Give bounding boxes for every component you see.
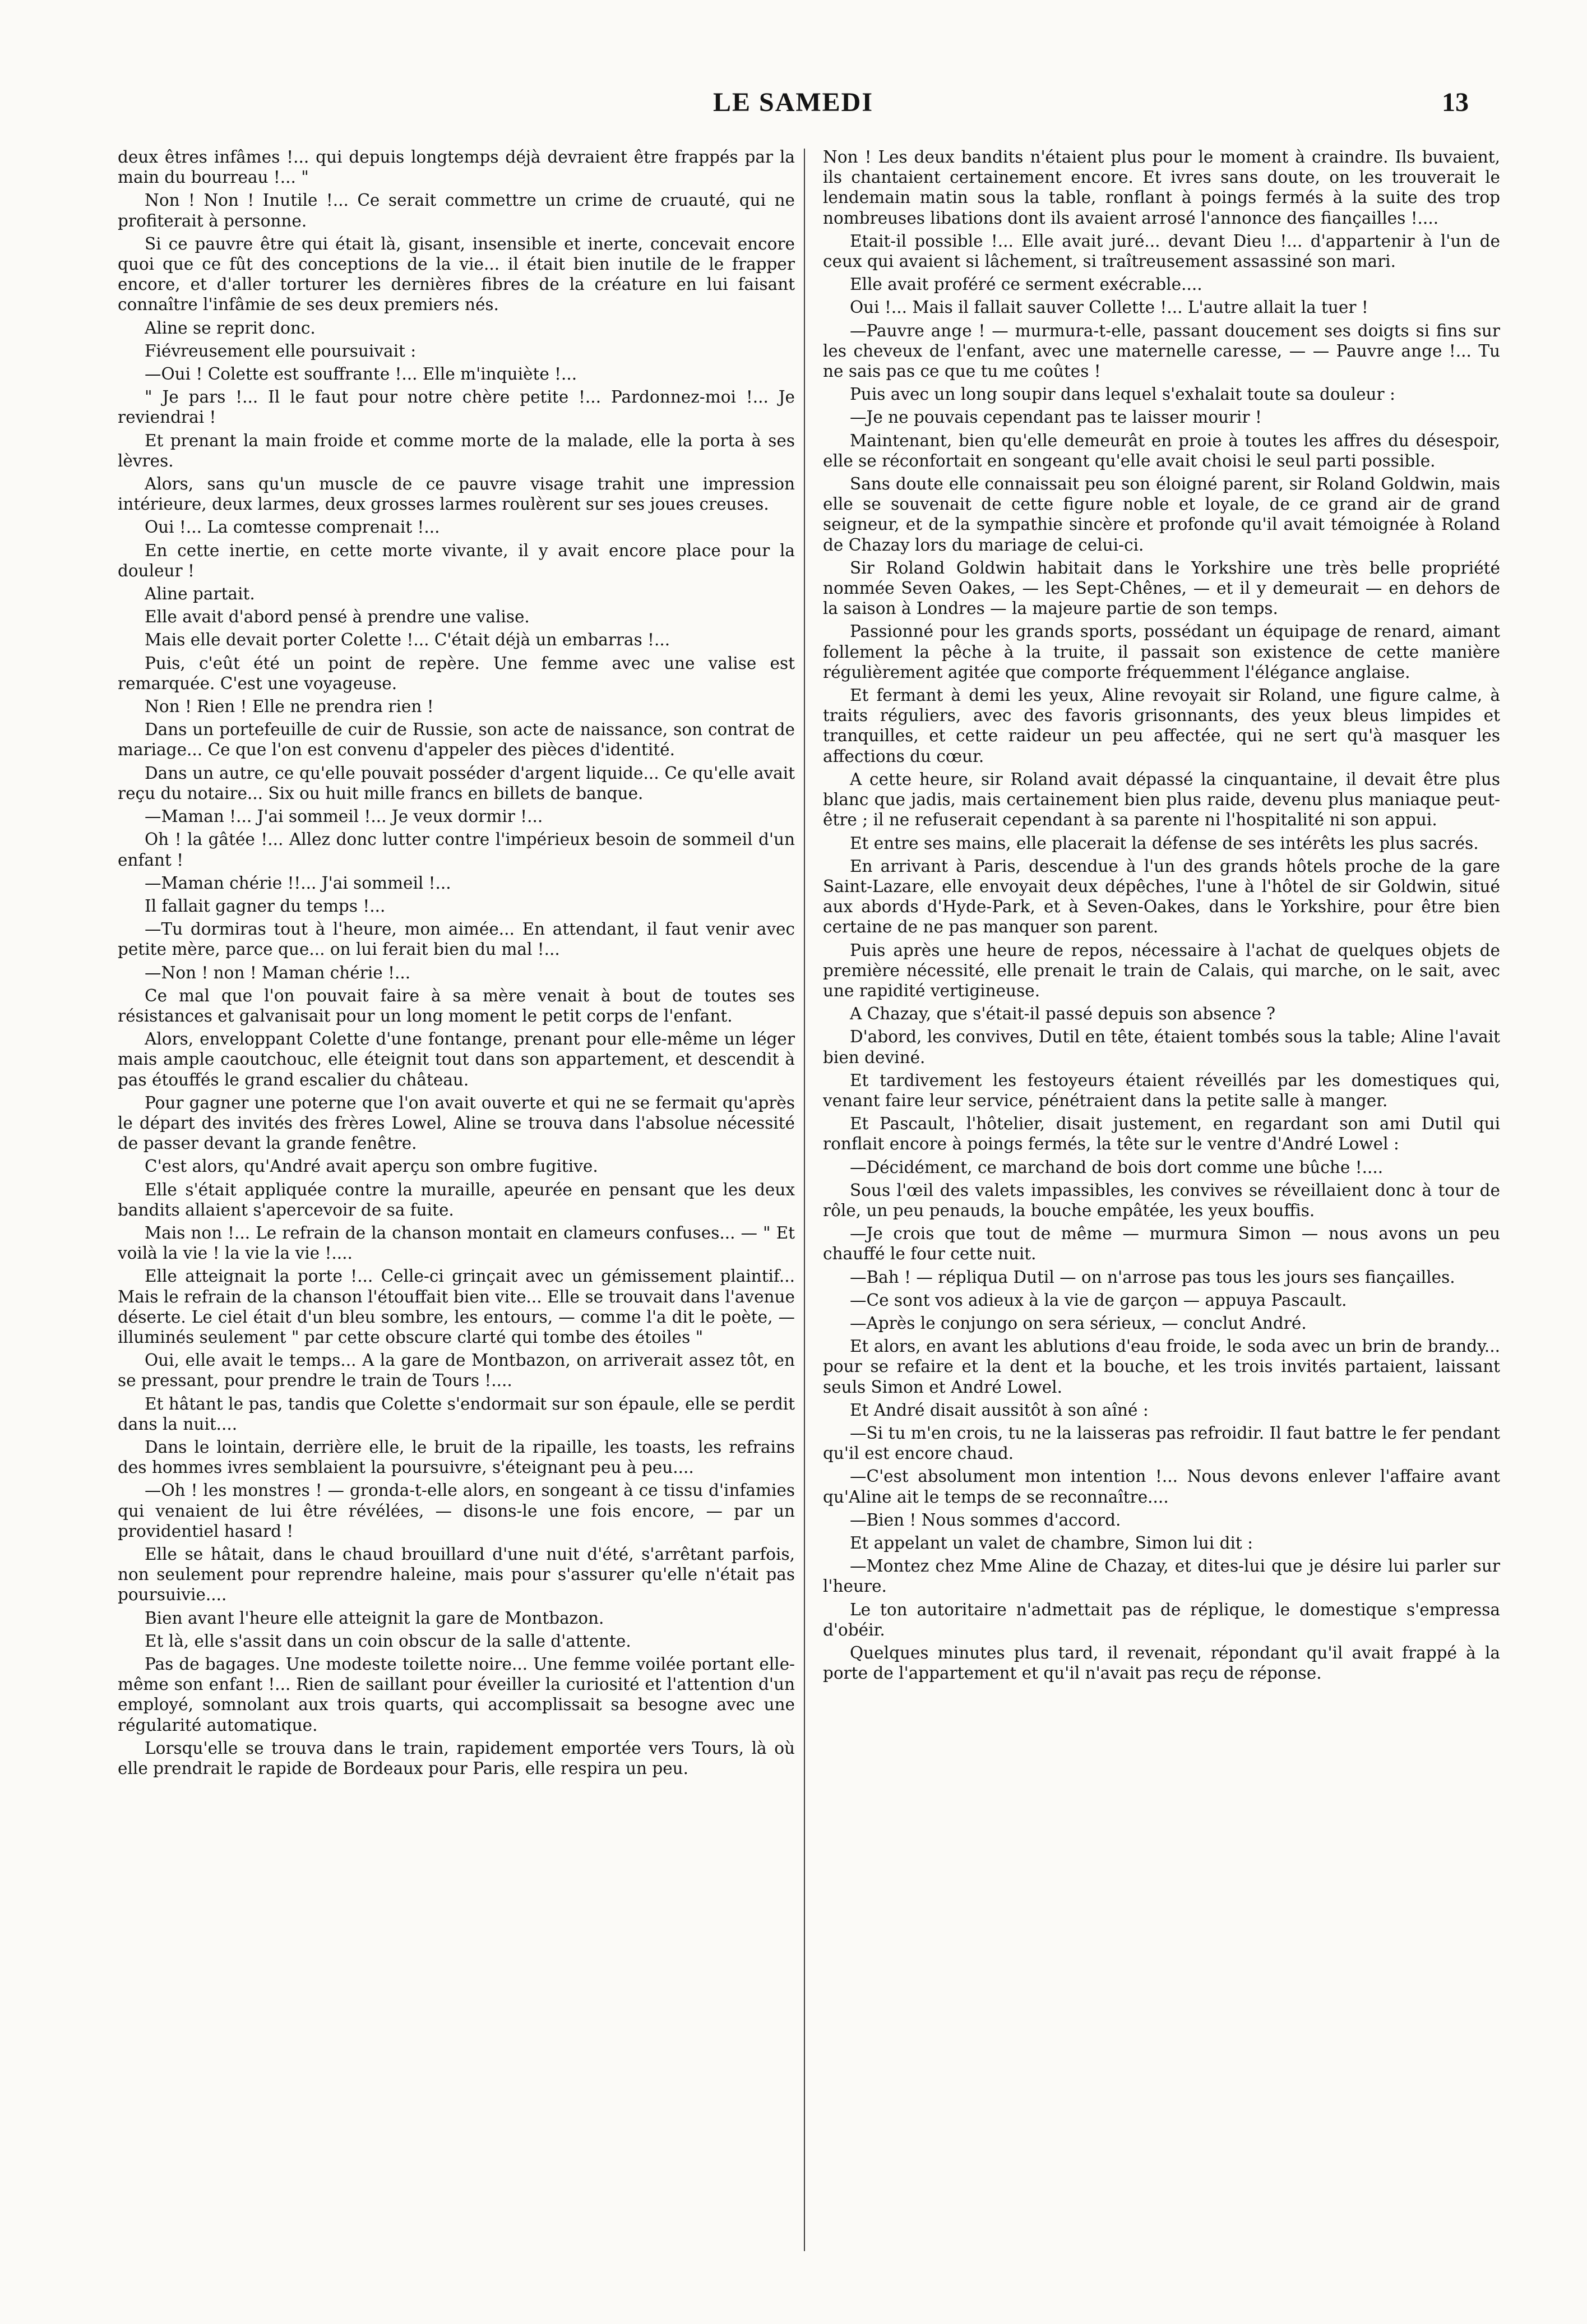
paragraph: Bien avant l'heure elle atteignit la gare de Montbazon. [145,1608,604,1628]
paragraph: Alors, sans qu'un muscle de ce pauvre visage trahit une impression intérieure, deux larmes, deux grosses larmes roulèrent sur ses joues creuses. [118,474,795,514]
paragraph: Oui, elle avait le temps... A la gare de Montbazon, on arriverait assez tôt, en se pressant, pour prendre le train de Tours !.... [118,1351,795,1390]
left-text-column [118,147,795,2255]
paragraph: —C'est absolument mon intention !... Nous devons enlever l'affaire avant qu'Aline ait le temps de se reconnaître.... [823,1467,1500,1507]
paragraph: Elle atteignait la porte !... Celle-ci grinçait avec un gémissement plaintif... Mais le refrain de la chanson l'étouffait bien vite... Elle se trouvait dans l'avenue déserte. Le ciel était d'un bleu sombre, les entours, — comme l'a dit le poète, — illuminés seulement " par cette obscure clarté qui tombe des étoiles " [118,1267,795,1347]
paragraph: Le ton autoritaire n'admettait pas de réplique, le domestique s'empressa d'obéir. [823,1600,1500,1639]
paragraph: Puis avec un long soupir dans lequel s'exhalait toute sa douleur : [850,385,1395,404]
paragraph: Il fallait gagner du temps !... [145,896,386,916]
paragraph: Sir Roland Goldwin habitait dans le Yorkshire une très belle propriété nommée Seven Oakes, — les Sept-Chênes, — et il y demeurait — en dehors de la saison à Londres — la majeure partie de son temps. [823,558,1500,618]
paragraph: Pas de bagages. Une modeste toilette noire... Une femme voilée portant elle-même son enfant !... Rien de saillant pour éveiller la curiosité et l'attention d'un employé, somnolant aux trois quarts, qui accomplissait sa besogne avec une régularité automatique. [118,1655,795,1735]
paragraph: —Bah ! — répliqua Dutil — on n'arrose pas tous les jours ses fiançailles. [850,1267,1455,1287]
paragraph: Et Pascault, l'hôtelier, disait justement, en regardant son ami Dutil qui ronflait encore à poings fermés, la tête sur le ventre d'André Lowel : [823,1114,1500,1154]
paragraph: —Oh ! les monstres ! — gronda-t-elle alors, en songeant à ce tissu d'infamies qui venaient de lui être révélées, — disons-le une fois encore, — par un providentiel hasard ! [118,1481,795,1541]
paragraph: Elle avait d'abord pensé à prendre une valise. [145,607,530,627]
paragraph: Alors, enveloppant Colette d'une fontange, prenant pour elle-même un léger mais ample caoutchouc, elle éteignit tout dans son appartement, et descendit à pas étouffés le grand escalier du château. [118,1029,795,1089]
paragraph: —Décidément, ce marchand de bois dort comme une bûche !.... [850,1157,1384,1177]
paragraph: —Oui ! Colette est souffrante !... Elle m'inquiète !... [145,364,577,384]
paragraph: C'est alors, qu'André avait aperçu son ombre fugitive. [145,1157,598,1176]
paragraph: Fiévreusement elle poursuivait : [145,341,417,361]
paragraph: Sans doute elle connaissait peu son éloigné parent, sir Roland Goldwin, mais elle se souvenait de cette figure noble et loyale, de ce grand air de grand seigneur, et de la sympathie sincère et profonde qu'il avait témoignée à Roland de Chazay lors du mariage de celui-ci. [823,474,1500,555]
publication-title: LE SAMEDI [712,87,874,117]
paragraph: —Tu dormiras tout à l'heure, mon aimée... En attendant, il faut venir avec petite mère, parce que... on lui ferait bien du mal !... [118,920,795,959]
paragraph: Pour gagner une poterne que l'on avait ouverte et qui ne se fermait qu'après le départ des invités des frères Lowel, Aline se trouva dans l'absolue nécessité de passer devant la grande fenêtre. [118,1093,795,1153]
page-header [118,87,1469,126]
paragraph: —Bien ! Nous sommes d'accord. [850,1510,1121,1530]
paragraph: —Pauvre ange ! — murmura-t-elle, passant doucement ses doigts si fins sur les cheveux de l'enfant, avec une maternelle caresse, — — Pauvre ange !... Tu ne sais pas ce que tu me coûtes ! [823,321,1500,381]
paragraph: Ce mal que l'on pouvait faire à sa mère venait à bout de toutes ses résistances et galvanisait pour un long moment le petit corps de l'enfant. [118,986,795,1025]
paragraph: Et là, elle s'assit dans un coin obscur de la salle d'attente. [145,1631,631,1651]
paragraph: Non ! Non ! Inutile !... Ce serait commettre un crime de cruauté, qui ne profiterait à personne. [118,191,795,230]
paragraph: Lorsqu'elle se trouva dans le train, rapidement emportée vers Tours, là où elle prendrait le rapide de Bordeaux pour Paris, elle respira un peu. [118,1738,795,1778]
paragraph: Si ce pauvre être qui était là, gisant, insensible et inerte, concevait encore quoi que ce fût des conceptions de la vie... il était bien inutile de le frapper encore, et d'aller torturer les dernières fibres de la créature en lui faisant connaître l'infâmie de ses deux premiers nés. [118,234,795,315]
page-number: 13 [1442,87,1469,117]
paragraph: Passionné pour les grands sports, possédant un équipage de renard, aimant follement la pêche à la truite, il passait son existence de cette manière régulièrement agitée que comporte fréquemment l'élégance anglaise. [823,622,1500,682]
paragraph: deux êtres infâmes !... qui depuis longtemps déjà devraient être frappés par la main du bourreau !... " [118,147,795,187]
paragraph: —Je crois que tout de même — murmura Simon — nous avons un peu chauffé le four cette nuit. [823,1224,1500,1264]
paragraph: Dans le lointain, derrière elle, le bruit de la ripaille, les toasts, les refrains des hommes ivres semblaient la poursuivre, s'éteignant peu à peu.... [118,1437,795,1477]
paragraph: Elle avait proféré ce serment exécrable.... [850,275,1202,294]
paragraph: Elle se hâtait, dans le chaud brouillard d'une nuit d'été, s'arrêtant parfois, non seulement pour reprendre haleine, mais pour s'assurer qu'elle n'était pas poursuivie.... [118,1545,795,1605]
paragraph: Oui !... Mais il fallait sauver Collette !... L'autre allait la tuer ! [850,298,1368,317]
paragraph: A cette heure, sir Roland avait dépassé la cinquantaine, il devait être plus blanc que jadis, mais certainement bien plus raide, devenu plus maniaque peut-être ; il ne refuserait cependant à sa parente ni l'hospitalité ni son appui. [823,769,1500,830]
paragraph: —Je ne pouvais cependant pas te laisser mourir ! [850,408,1262,427]
paragraph: Et hâtant le pas, tandis que Colette s'endormait sur son épaule, elle se perdit dans la nuit.... [118,1394,795,1434]
paragraph: Puis après une heure de repos, nécessaire à l'achat de quelques objets de première nécessité, elle prenait le train de Calais, qui marche, on le sait, avec une rapidité vertigineuse. [823,940,1500,1000]
paragraph: Et alors, en avant les ablutions d'eau froide, le soda avec un brin de brandy... pour se refaire et la dent et la bouche, et les trois invités partaient, laissant seuls Simon et André Lowel. [823,1337,1500,1397]
paragraph: D'abord, les convives, Dutil en tête, étaient tombés sous la table; Aline l'avait bien deviné. [823,1027,1500,1067]
paragraph: Oh ! la gâtée !... Allez donc lutter contre l'impérieux besoin de sommeil d'un enfant ! [118,830,795,870]
paragraph: —Maman !... J'ai sommeil !... Je veux dormir !... [145,807,543,826]
paragraph: Quelques minutes plus tard, il revenait, répondant qu'il avait frappé à la porte de l'appartement et qu'il n'avait pas reçu de réponse. [823,1643,1500,1683]
right-text-column [823,147,1500,2255]
paragraph: —Si tu m'en crois, tu ne la laisseras pas refroidir. Il faut battre le fer pendant qu'il est encore chaud. [823,1423,1500,1463]
column-divider [804,149,805,2251]
paragraph: Et André disait aussitôt à son aîné : [850,1400,1149,1420]
paragraph: Et appelant un valet de chambre, Simon lui dit : [850,1533,1253,1553]
paragraph: Dans un autre, ce qu'elle pouvait posséder d'argent liquide... Ce qu'elle avait reçu du notaire... Six ou huit mille francs en billets de banque. [118,763,795,803]
paragraph: Non ! Les deux bandits n'étaient plus pour le moment à craindre. Ils buvaient, ils chantaient certainement encore. Et ivres sans doute, on les trouverait le lendemain matin sous la table, ronflant à poings fermés à la suite des trop nombreuses libations dont ils avaient arrosé l'annonce des fiançailles !.... [823,147,1500,228]
paragraph: Et fermant à demi les yeux, Aline revoyait sir Roland, une figure calme, à traits réguliers, avec des favoris grisonnants, des yeux bleus limpides et tranquilles, et cette raideur un peu affectée, qui ne sert qu'à masquer les affections du cœur. [823,686,1500,766]
paragraph: —Ce sont vos adieux à la vie de garçon — appuya Pascault. [850,1290,1347,1310]
paragraph: —Montez chez Mme Aline de Chazay, et dites-lui que je désire lui parler sur l'heure. [823,1556,1500,1596]
paragraph: Non ! Rien ! Elle ne prendra rien ! [145,697,434,717]
paragraph: Etait-il possible !... Elle avait juré... devant Dieu !... d'appartenir à l'un de ceux qui avaient si lâchement, si traîtreusement assassiné son mari. [823,231,1500,271]
paragraph: En arrivant à Paris, descendue à l'un des grands hôtels proche de la gare Saint-Lazare, elle envoyait deux dépêches, l'une à l'hôtel de sir Goldwin, situé aux abords d'Hyde-Park, et à Seven-Oakes, dans le Yorkshire, pour être bien certaine de ne pas manquer son parent. [823,856,1500,937]
paragraph: Et prenant la main froide et comme morte de la malade, elle la porta à ses lèvres. [118,431,795,470]
paragraph: En cette inertie, en cette morte vivante, il y avait encore place pour la douleur ! [118,540,795,580]
paragraph: Sous l'œil des valets impassibles, les convives se réveillaient donc à tour de rôle, un peu penauds, la bouche empâtée, les yeux bouffis. [823,1180,1500,1220]
paragraph: Et entre ses mains, elle placerait la défense de ses intérêts les plus sacrés. [850,833,1479,853]
paragraph: Puis, c'eût été un point de repère. Une femme avec une valise est remarquée. C'est une voyageuse. [118,653,795,693]
paragraph: —Après le conjungo on sera sérieux, — conclut André. [850,1313,1307,1333]
paragraph: Aline se reprit donc. [145,318,316,338]
paragraph: Et tardivement les festoyeurs étaient réveillés par les domestiques qui, venant faire leur service, pénétraient dans la petite salle à manger. [823,1070,1500,1110]
paragraph: Aline partait. [145,584,255,604]
paragraph: Oui !... La comtesse comprenait !... [145,518,440,537]
paragraph: Mais non !... Le refrain de la chanson montait en clameurs confuses... — " Et voilà la vie ! la vie la vie !.... [118,1223,795,1263]
paragraph: —Maman chérie !!... J'ai sommeil !... [145,873,451,893]
paragraph: Maintenant, bien qu'elle demeurât en proie à toutes les affres du désespoir, elle se réconfortait en songeant qu'elle avait choisi le seul parti possible. [823,431,1500,470]
paragraph: Mais elle devait porter Colette !... C'était déjà un embarras !... [145,630,670,650]
paragraph: Dans un portefeuille de cuir de Russie, son acte de naissance, son contrat de mariage... Ce que l'on est convenu d'appeler des pièces d'identité. [118,720,795,760]
paragraph: Elle s'était appliquée contre la muraille, apeurée en pensant que les deux bandits allaient s'apercevoir de sa fuite. [118,1180,795,1219]
paragraph: A Chazay, que s'était-il passé depuis son absence ? [850,1004,1276,1024]
paragraph: —Non ! non ! Maman chérie !... [145,963,411,982]
paragraph: " Je pars !... Il le faut pour notre chère petite !... Pardonnez-moi !... Je reviendrai ! [118,387,795,427]
